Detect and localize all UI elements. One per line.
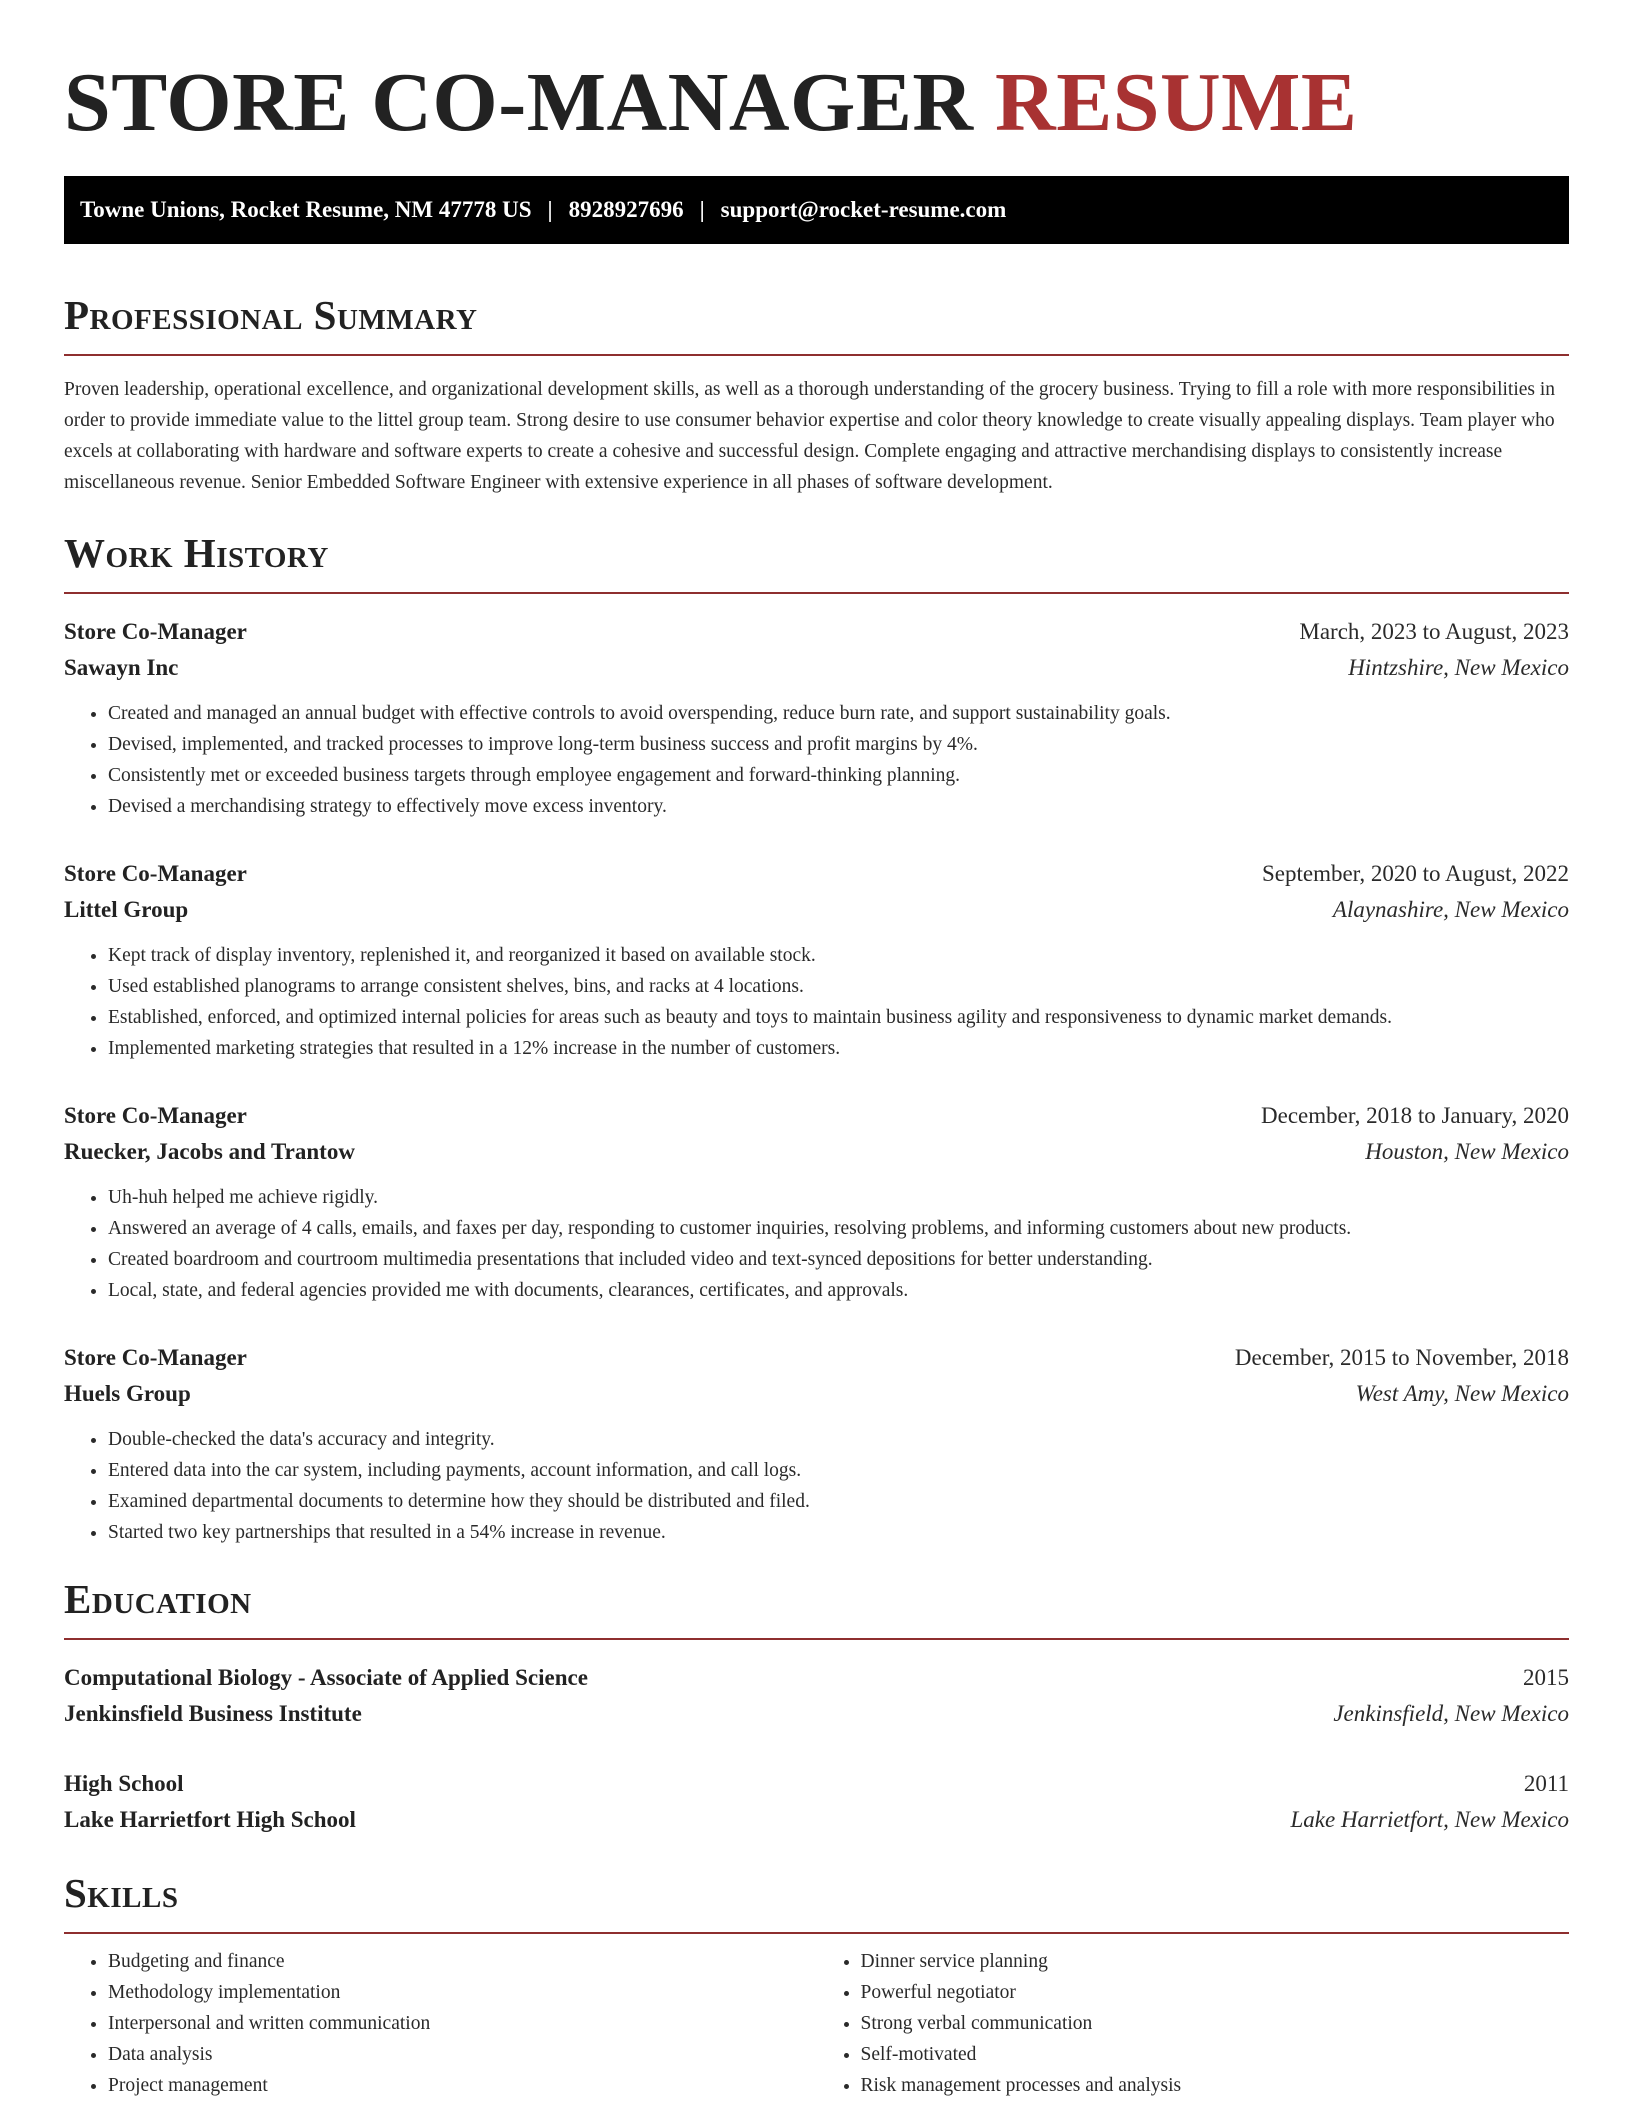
resume-title bbox=[64, 58, 1569, 148]
education-header bbox=[64, 1766, 1569, 1802]
title-main: STORE CO-MANAGER bbox=[64, 56, 974, 149]
job-location: Houston, New Mexico bbox=[1365, 1139, 1569, 1164]
education-school-row bbox=[64, 1802, 1569, 1838]
job-dates: December, 2018 to January, 2020 bbox=[1261, 1103, 1569, 1128]
job-bullet: • Local, state, and federal agencies provided me with documents, clearances, certificates, and approvals. bbox=[108, 1275, 1569, 1306]
education-location: Jenkinsfield, New Mexico bbox=[1333, 1701, 1569, 1726]
work-history-heading: Work History bbox=[64, 530, 329, 576]
job-title: Store Co-Manager bbox=[64, 1103, 247, 1128]
education-school: Lake Harrietfort High School bbox=[64, 1807, 356, 1832]
skill-item: • Interpersonal and written communication bbox=[108, 2008, 817, 2039]
job-title: Store Co-Manager bbox=[64, 1345, 247, 1370]
job-bullets bbox=[64, 1424, 1569, 1548]
job-title: Store Co-Manager bbox=[64, 861, 247, 886]
skill-item: • Strong verbal communication bbox=[861, 2008, 1570, 2039]
job-entry bbox=[64, 856, 1569, 1064]
job-company: Ruecker, Jacobs and Trantow bbox=[64, 1139, 355, 1164]
job-company: Sawayn Inc bbox=[64, 655, 179, 680]
job-dates: December, 2015 to November, 2018 bbox=[1234, 1345, 1569, 1370]
job-bullet: • Devised a merchandising strategy to effectively move excess inventory. bbox=[108, 791, 1569, 822]
education-year: 2011 bbox=[1523, 1771, 1569, 1796]
section-divider bbox=[64, 354, 1569, 356]
education-degree: Computational Biology - Associate of Applied Science bbox=[64, 1665, 588, 1690]
skills-heading: Skills bbox=[64, 1870, 179, 1916]
education-degree: High School bbox=[64, 1771, 184, 1796]
skill-item: • Methodology implementation bbox=[108, 1977, 817, 2008]
title-accent: RESUME bbox=[995, 56, 1358, 149]
job-bullet: • Started two key partnerships that resulted in a 54% increase in revenue. bbox=[108, 1517, 1569, 1548]
section-divider bbox=[64, 1932, 1569, 1934]
education-header bbox=[64, 1660, 1569, 1696]
contact-separator: | bbox=[699, 197, 705, 222]
contact-separator: | bbox=[547, 197, 553, 222]
job-bullet: • Used established planograms to arrange consistent shelves, bins, and racks at 4 locations. bbox=[108, 971, 1569, 1002]
skill-item: • Self-motivated bbox=[861, 2039, 1570, 2070]
skill-item: • Budgeting and finance bbox=[108, 1946, 817, 1977]
job-bullets bbox=[64, 698, 1569, 822]
job-bullet: • Double-checked the data's accuracy and integrity. bbox=[108, 1424, 1569, 1455]
job-bullet: • Created and managed an annual budget with effective controls to avoid overspending, reduce burn rate, and support sustainability goals. bbox=[108, 698, 1569, 729]
job-location: Alaynashire, New Mexico bbox=[1332, 897, 1569, 922]
section-divider bbox=[64, 1638, 1569, 1640]
skill-item: • Data analysis bbox=[108, 2039, 817, 2070]
job-entry bbox=[64, 1098, 1569, 1306]
education-school-row bbox=[64, 1696, 1569, 1732]
skill-item: • Powerful negotiator bbox=[861, 1977, 1570, 2008]
job-bullet: • Answered an average of 4 calls, emails, and faxes per day, responding to customer inquiries, resolving problems, and informing customers about new products. bbox=[108, 1213, 1569, 1244]
job-entry bbox=[64, 614, 1569, 822]
summary-heading: Professional Summary bbox=[64, 292, 478, 338]
job-dates: March, 2023 to August, 2023 bbox=[1299, 619, 1569, 644]
job-header bbox=[64, 1098, 1569, 1134]
job-bullet: • Implemented marketing strategies that resulted in a 12% increase in the number of customers. bbox=[108, 1033, 1569, 1064]
job-bullet: • Created boardroom and courtroom multimedia presentations that included video and text-synced depositions for better understanding. bbox=[108, 1244, 1569, 1275]
job-bullet: • Examined departmental documents to determine how they should be distributed and filed. bbox=[108, 1486, 1569, 1517]
education-entry bbox=[64, 1660, 1569, 1732]
skills-list bbox=[64, 1946, 1569, 2101]
job-company-row bbox=[64, 1134, 1569, 1170]
contact-address: Towne Unions, Rocket Resume, NM 47778 US bbox=[80, 197, 532, 222]
job-entry bbox=[64, 1340, 1569, 1548]
skills-column-right bbox=[817, 1946, 1570, 2101]
skill-item: • Risk management processes and analysis bbox=[861, 2070, 1570, 2101]
job-bullet: • Consistently met or exceeded business targets through employee engagement and forward-thinking planning. bbox=[108, 760, 1569, 791]
job-bullets bbox=[64, 940, 1569, 1064]
education-heading: Education bbox=[64, 1576, 252, 1622]
summary-text: Proven leadership, operational excellence, and organizational development skills, as well as a thorough understanding of the grocery business. Trying to fill a role with more responsibilities in order to provide immediate value to the littel group team. Strong desire to use consumer behavior expertise and color theory knowledge to create visually appealing displays. Team player who excels at collaborating with hardware and software experts to create a cohesive and successful design. Complete engaging and attractive merchandising displays to consistently increase miscellaneous revenue. Senior Embedded Software Engineer with extensive experience in all phases of software development. bbox=[64, 379, 1556, 493]
job-company: Huels Group bbox=[64, 1381, 191, 1406]
job-bullet: • Kept track of display inventory, replenished it, and reorganized it based on available stock. bbox=[108, 940, 1569, 971]
education-school: Jenkinsfield Business Institute bbox=[64, 1701, 362, 1726]
resume-page bbox=[64, 58, 1569, 2101]
job-header bbox=[64, 1340, 1569, 1376]
skill-item: • Dinner service planning bbox=[861, 1946, 1570, 1977]
job-dates: September, 2020 to August, 2022 bbox=[1261, 861, 1569, 886]
contact-email: support@rocket-resume.com bbox=[720, 197, 1007, 222]
job-bullet: • Entered data into the car system, including payments, account information, and call logs. bbox=[108, 1455, 1569, 1486]
job-bullet: • Devised, implemented, and tracked processes to improve long-term business success and profit margins by 4%. bbox=[108, 729, 1569, 760]
job-company-row bbox=[64, 650, 1569, 686]
job-location: West Amy, New Mexico bbox=[1355, 1381, 1569, 1406]
job-company-row bbox=[64, 892, 1569, 928]
job-header bbox=[64, 614, 1569, 650]
job-bullet: • Uh-huh helped me achieve rigidly. bbox=[108, 1182, 1569, 1213]
section-divider bbox=[64, 592, 1569, 594]
education-entry bbox=[64, 1766, 1569, 1838]
job-bullets bbox=[64, 1182, 1569, 1306]
job-location: Hintzshire, New Mexico bbox=[1348, 655, 1569, 680]
skill-item: • Project management bbox=[108, 2070, 817, 2101]
job-header bbox=[64, 856, 1569, 892]
contact-phone: 8928927696 bbox=[568, 197, 684, 222]
education-location: Lake Harrietfort, New Mexico bbox=[1290, 1807, 1569, 1832]
job-company: Littel Group bbox=[64, 897, 189, 922]
skills-column-left bbox=[64, 1946, 817, 2101]
job-company-row bbox=[64, 1376, 1569, 1412]
job-bullet: • Established, enforced, and optimized internal policies for areas such as beauty and toys to maintain business agility and responsiveness to dynamic market demands. bbox=[108, 1002, 1569, 1033]
contact-bar bbox=[64, 176, 1569, 244]
education-year: 2015 bbox=[1523, 1665, 1569, 1690]
job-title: Store Co-Manager bbox=[64, 619, 247, 644]
